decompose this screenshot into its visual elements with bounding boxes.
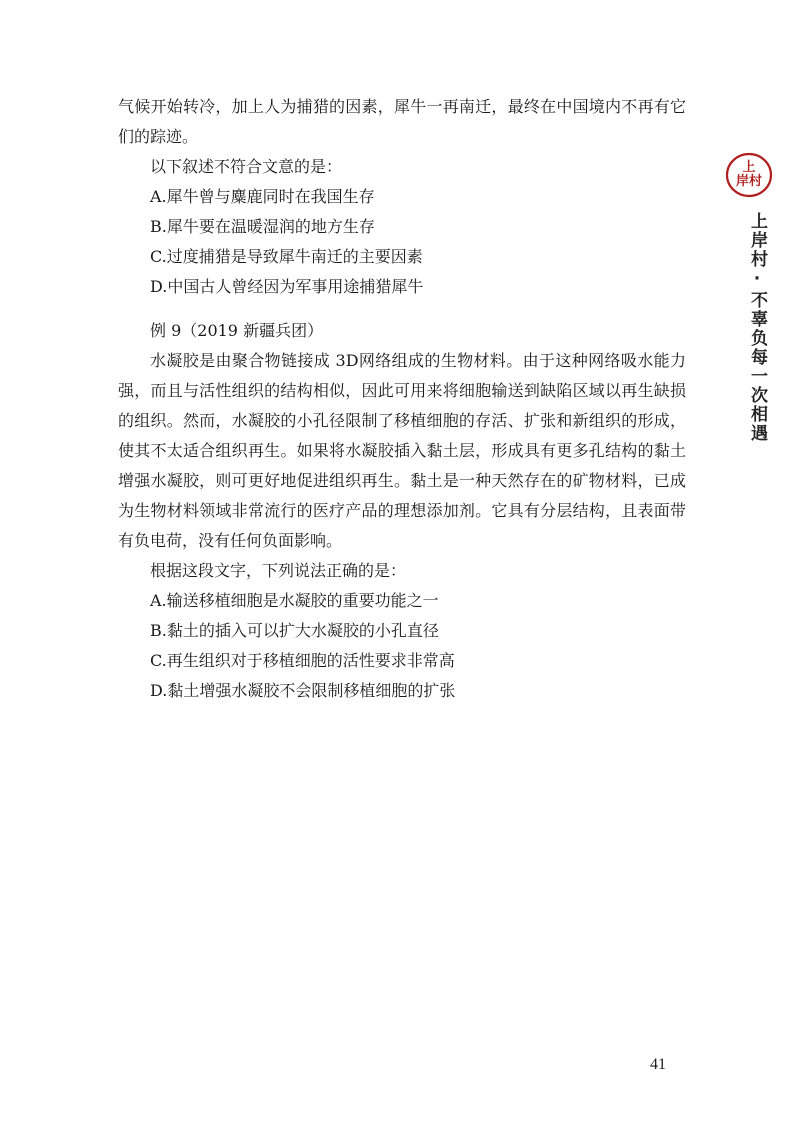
question-1: 以下叙述不符合文意的是： (150, 157, 343, 176)
option-2b: B.黏土的插入可以扩大水凝胶的小孔直径 (150, 621, 439, 640)
option-1a: A.犀牛曾与麋鹿同时在我国生存 (150, 187, 375, 206)
section-gap (118, 302, 686, 316)
option-2d: D.黏土增强水凝胶不会限制移植细胞的扩张 (150, 681, 456, 700)
passage-continuation: 气候开始转冷，加上人为捕猎的因素，犀牛一再南迁，最终在中国境内不再有它们的踪迹。 (118, 97, 686, 146)
logo-seal-icon (724, 150, 774, 200)
page-body (118, 92, 686, 706)
logo-text (724, 150, 774, 200)
question-2: 根据这段文字，下列说法正确的是： (150, 561, 407, 580)
example-passage: 水凝胶是由聚合物链接成 3D网络组成的生物材料。由于这种网络吸水能力强，而且与活性组织的结构相似，因此可用来将细胞输送到缺陷区域以再生缺损的组织。然而，水凝胶的小孔径限制了移植细胞的存活、扩张和新组织的形成，使其不太适合组织再生。如果将水凝胶插入黏土层，形成具有更多孔结构的黏土增强水凝胶，则可更好地促进组织再生。黏土是一种天然存在的矿物材料，已成为生物材料领域非常流行的医疗产品的理想添加剂。它具有分层结构，且表面带有负电荷，没有任何负面影响。 (118, 351, 686, 550)
option-2a: A.输送移植细胞是水凝胶的重要功能之一 (150, 591, 439, 610)
side-slogan: 上岸村·不辜负每一次相遇 (747, 212, 767, 443)
logo-line-2: 岸村 (735, 174, 762, 189)
option-1b: B.犀牛要在温暖湿润的地方生存 (150, 217, 375, 236)
page-number: 41 (650, 1056, 666, 1073)
logo-line-1: 上 (742, 160, 756, 175)
example-label: 例 9（2019 新疆兵团） (150, 321, 324, 340)
option-1d: D.中国古人曾经因为军事用途捕猎犀牛 (150, 277, 424, 296)
option-1c: C.过度捕猎是导致犀牛南迁的主要因素 (150, 247, 423, 266)
option-2c: C.再生组织对于移植细胞的活性要求非常高 (150, 651, 455, 670)
